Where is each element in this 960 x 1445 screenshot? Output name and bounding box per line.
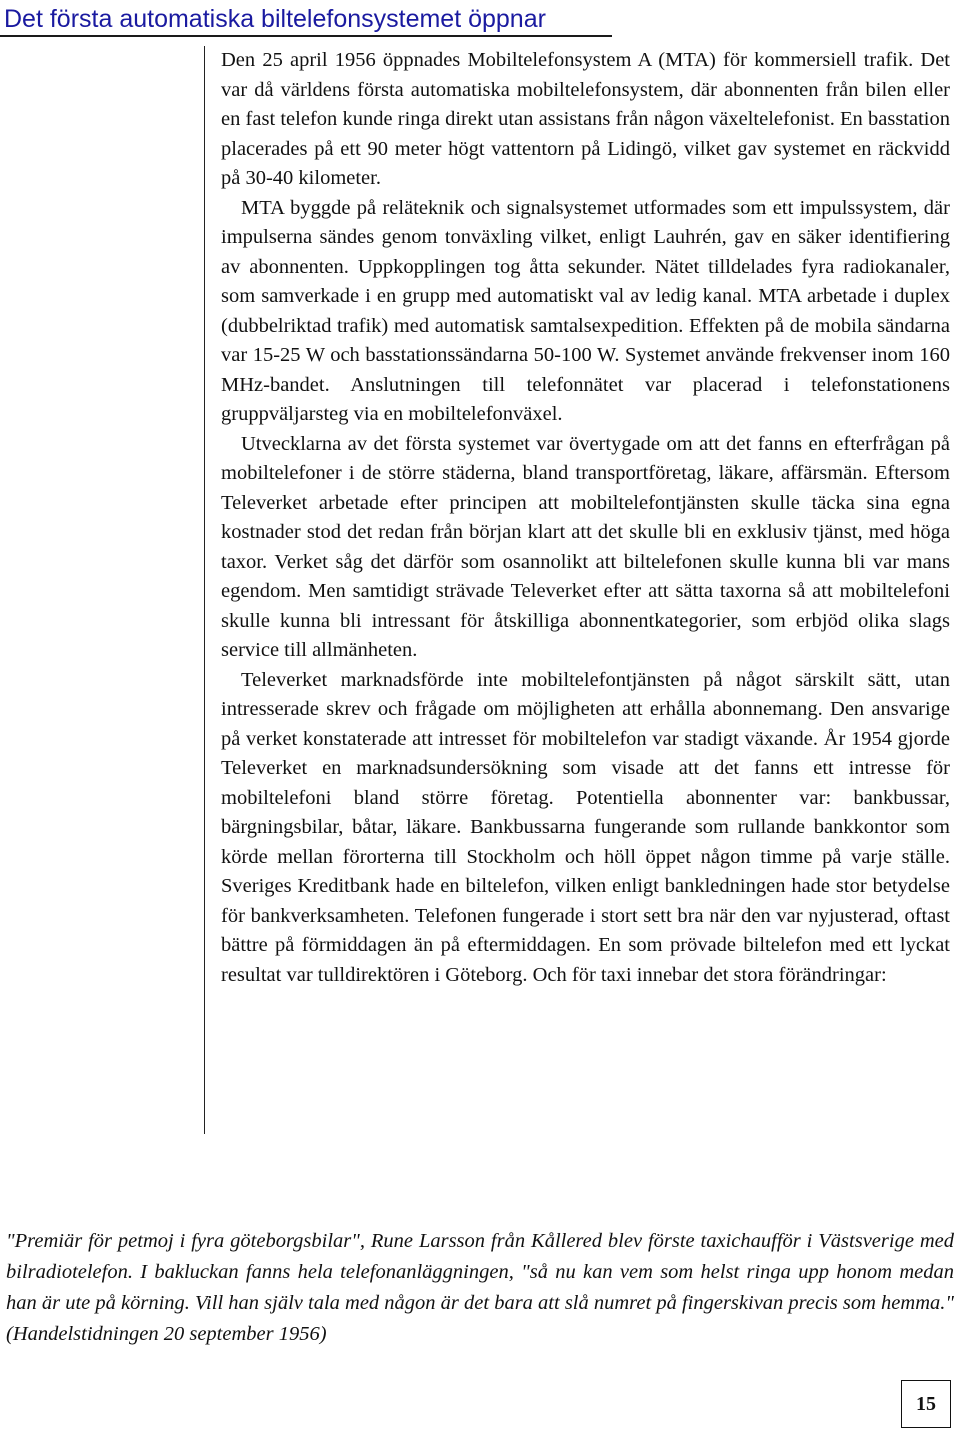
paragraph-2: MTA byggde på reläteknik och signalsystemet utformades som ett impulssystem, där impulserna sändes genom tonväxling vilket, enligt Lauhrén, gav en säker identifiering av abonnenten. Uppkopplingen tog åtta sekunder. Nätet tilldelades fyra radiokanaler, som samverkade i en grupp med automatiskt val av ledig kanal. MTA arbetade i duplex (dubbelriktad trafik) med automatisk samtalsexpedition. Effekten på de mobila sändarna var 15-25 W och basstationssändarna 50-100 W. Systemet använde frekvenser inom 160 MHz-bandet. Anslutningen till telefonnätet var placerad i telefonstationens gruppväljarsteg via en mobiltelefonväxel. — [221, 196, 950, 425]
body-column — [204, 46, 950, 1134]
page-number-box — [901, 1380, 951, 1428]
page-number: 15 — [916, 1392, 936, 1415]
body-text — [221, 46, 950, 990]
paragraph-4: Televerket marknadsförde inte mobiltelefontjänsten på något särskilt sätt, utan intresserade skrev och frågade om möjligheten att erhålla abonnemang. Den ansvarige på verket konstaterade att intresset för mobiltelefon var stadigt växande. År 1954 gjorde Televerket en marknadsundersökning som visade att det fanns ett intresse för mobiltelefoni bland större företag. Potentiella abonnenter var: bankbussar, bärgningsbilar, båtar, läkare. Bankbussarna fungerande som rullande bankkontor som körde mellan förorterna till Stockholm och höll öppet någon timme på varje ställe. Sveriges Kreditbank hade en biltelefon, vilken enligt bankledningen hade stor betydelse för bankverksamheten. Telefonen fungerade i stort sett bra när den var nyjusterad, oftast bättre på förmiddagen än på eftermiddagen. En som prövade biltelefon med ett lyckat resultat var tulldirektören i Göteborg. Och för taxi innebar det stora förändringar: — [221, 668, 950, 986]
paragraph-1: Den 25 april 1956 öppnades Mobiltelefonsystem A (MTA) för kommersiell trafik. Det var då världens första automatiska mobiltelefonsystem, där abonnenten från bilen eller en fast telefon kunde ringa direkt utan assistans från någon växeltelefonist. En basstation placerades på ett 90 meter högt vattentorn på Lidingö, vilket gav systemet en räckvidd på 30-40 kilometer. — [221, 49, 950, 189]
paragraph-3: Utvecklarna av det första systemet var övertygade om att det fanns en efterfrågan på mobiltelefoner i de större städerna, bland transportföretag, läkare, affärsmän. Eftersom Televerket arbetade efter principen att mobiltelefontjänsten skulle täcka sina egna kostnader stod det redan från början klart att det skulle bli en exklusiv tjänst, med höga taxor. Verket såg det därför som osannolikt att biltelefonen skulle kunna bli var mans egendom. Men samtidigt strävade Televerket efter att sätta taxorna så att mobiltelefoni skulle kunna bli intressant för åtskilliga abonnentkategorier, som erbjöd olika slags service till allmänheten. — [221, 432, 950, 661]
page-heading: Det första automatiska biltelefonsystemet öppnar — [4, 5, 546, 33]
photo-caption: "Premiär för petmoj i fyra göteborgsbilar", Rune Larsson från Kållered blev förste taxichaufför i Västsverige med bilradiotelefon. I bakluckan fanns hela telefonanläggningen, "så nu kan vem som helst ringa upp honom medan han är ute på körning. Vill han själv tala med någon är det bara att slå numret på fingerskivan precis som hemma." (Handelstidningen 20 september 1956) — [6, 1230, 954, 1345]
heading-underline — [0, 35, 612, 37]
